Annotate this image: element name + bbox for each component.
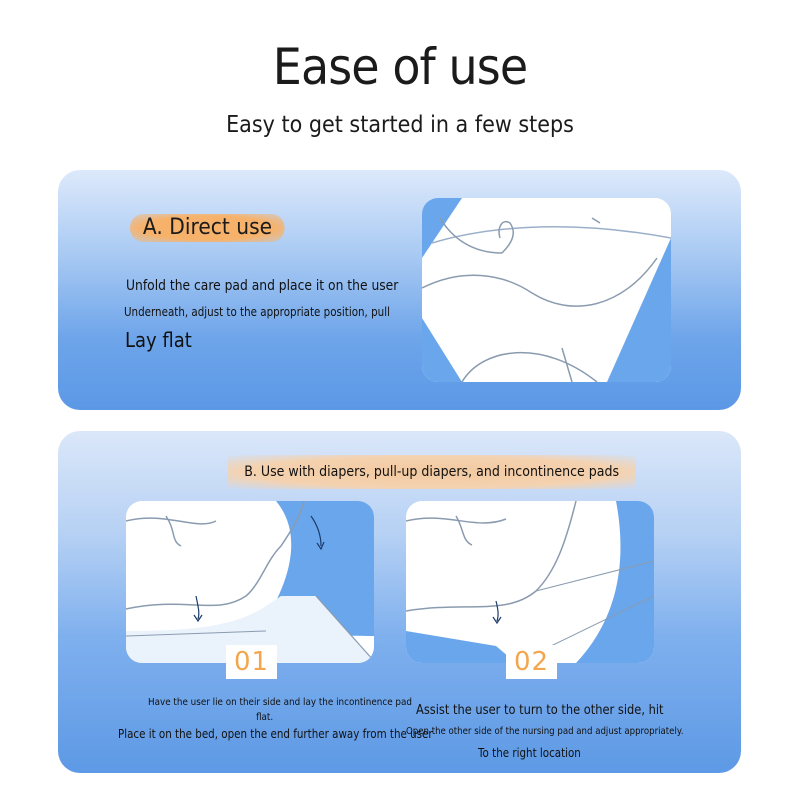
- step-2-number: 02: [506, 645, 557, 679]
- direct-use-illustration: [422, 198, 671, 382]
- direct-use-badge: A. Direct use: [130, 214, 285, 242]
- with-diapers-panel: [58, 431, 741, 773]
- direct-use-panel: [58, 170, 741, 410]
- step-1-line-2: flat.: [256, 712, 274, 723]
- step-2-illustration: [406, 501, 654, 663]
- direct-use-line-3: Lay flat: [125, 328, 192, 352]
- direct-use-line-1: Unfold the care pad and place it on the user: [126, 278, 399, 294]
- step-1-illustration: [126, 501, 374, 663]
- step-2-line-2: Open the other side of the nursing pad and adjust appropriately.: [406, 726, 684, 737]
- step-2-line-3: To the right location: [478, 746, 581, 760]
- page-title: Ease of use: [272, 38, 528, 96]
- page-subtitle: Easy to get started in a few steps: [226, 112, 574, 138]
- with-diapers-badge: B. Use with diapers, pull-up diapers, and incontinence pads: [228, 455, 635, 489]
- step-2-line-1: Assist the user to turn to the other side, hit: [416, 703, 664, 718]
- step-1-line-3: Place it on the bed, open the end further away from the user: [118, 727, 433, 741]
- step-1-line-1: Have the user lie on their side and lay the incontinence pad: [148, 697, 412, 708]
- step-1-number: 01: [226, 645, 277, 679]
- direct-use-line-2: Underneath, adjust to the appropriate position, pull: [124, 305, 390, 319]
